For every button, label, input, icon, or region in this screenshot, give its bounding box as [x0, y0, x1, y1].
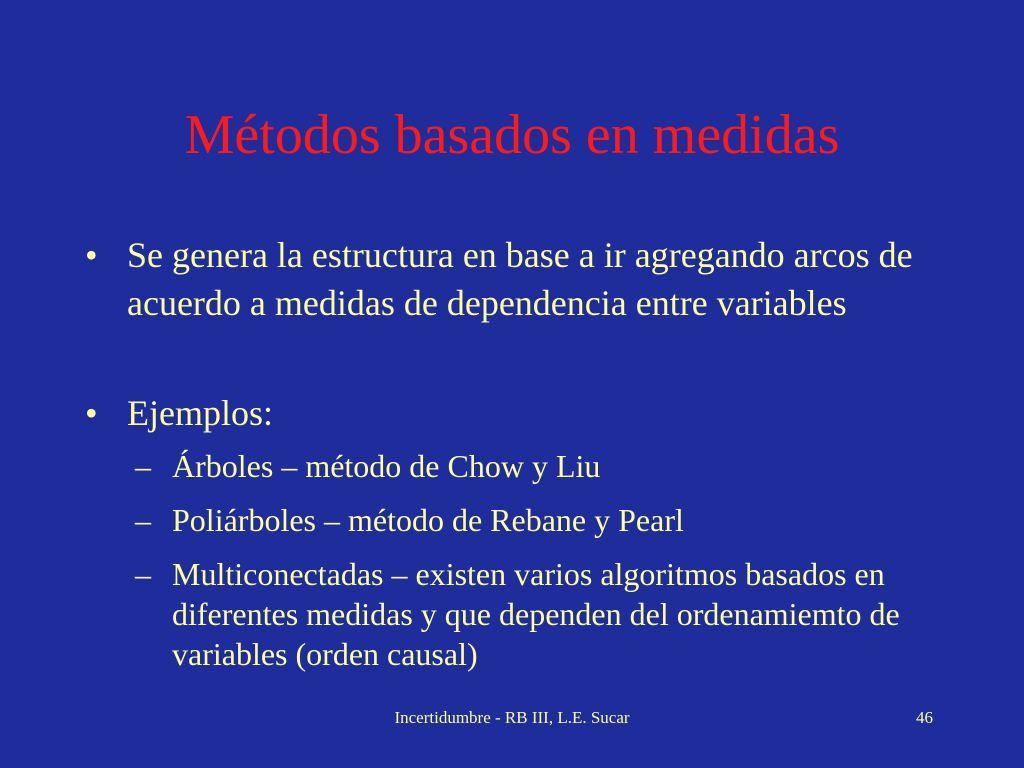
- sub-bullet-item: [135, 500, 945, 540]
- slide-title: Métodos basados en medidas: [184, 104, 840, 166]
- sub-bullet-text: Poliárboles – método de Rebane y Pearl: [172, 502, 684, 538]
- sub-bullet-marker: –: [135, 556, 151, 592]
- slide-footer: Incertidumbre - RB III, L.E. Sucar: [394, 708, 630, 727]
- bullet-text: Se genera la estructura en base a ir agregando arcos de acuerdo a medidas de dependencia entre variables: [127, 235, 913, 323]
- sub-bullet-item: [135, 554, 945, 674]
- bullet-item: [85, 231, 945, 327]
- bullet-marker: •: [85, 235, 98, 275]
- bullet-marker: •: [85, 393, 98, 433]
- sub-bullet-marker: –: [135, 502, 151, 538]
- sub-bullet-marker: –: [135, 448, 151, 484]
- sub-bullet-item: [135, 446, 945, 486]
- page-number: 46: [916, 708, 933, 727]
- bullet-text: Ejemplos:: [127, 393, 273, 433]
- bullet-item: [85, 389, 945, 437]
- sub-bullet-text: Árboles – método de Chow y Liu: [172, 448, 601, 484]
- sub-bullet-text: Multiconectadas – existen varios algoritmos basados en diferentes medidas y que dependen del ordenamiemto de variables (orden causal): [172, 556, 900, 672]
